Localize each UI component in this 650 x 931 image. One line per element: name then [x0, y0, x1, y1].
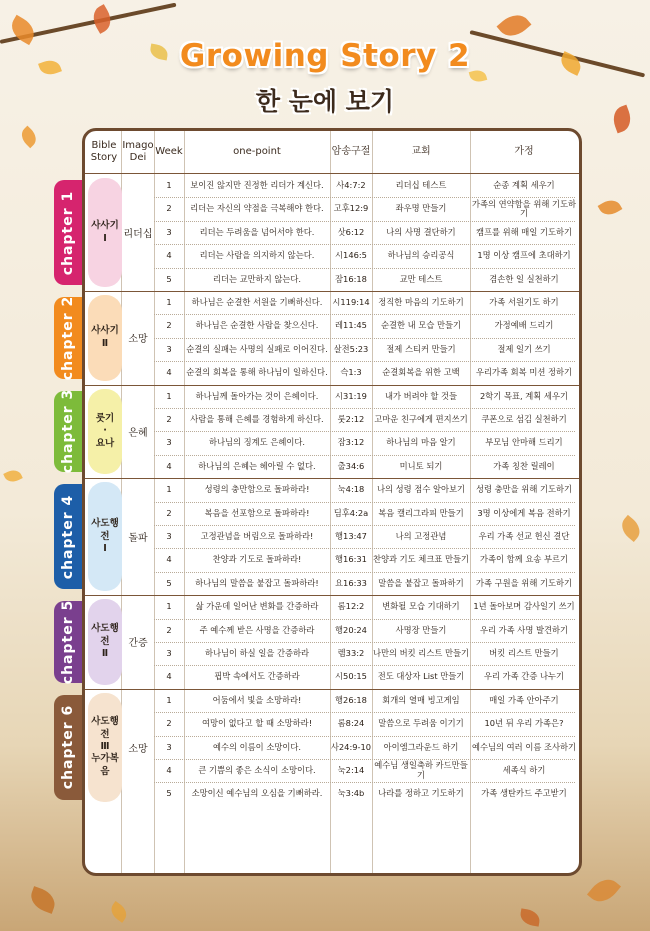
- table-row: [85, 478, 579, 501]
- week-cell: 4: [166, 367, 172, 378]
- memory-verse-cell: 요16:33: [335, 577, 367, 588]
- table-row: [85, 782, 579, 805]
- week-cell: 4: [166, 554, 172, 565]
- week-cell: 1: [166, 601, 172, 612]
- one-point-cell: 리더는 교만하지 않는다.: [212, 273, 302, 284]
- header-home: 가정: [514, 146, 534, 157]
- one-point-cell: 여망이 없다고 할 때 소망하라!: [201, 718, 313, 729]
- home-activity-cell: 우리 가족 선교 헌신 결단: [478, 530, 570, 541]
- bible-story-label: 사도행전 Ⅰ: [88, 482, 122, 591]
- week-cell: 1: [166, 694, 172, 705]
- memory-verse-cell: 사4:7:2: [336, 179, 366, 190]
- memory-verse-cell: 삿6:12: [337, 226, 365, 237]
- week-cell: 4: [166, 671, 172, 682]
- church-activity-cell: 하나님의 마음 알기: [386, 437, 456, 448]
- bible-story-label: 룻기 · 요나: [88, 389, 122, 475]
- table-row: [85, 174, 579, 197]
- week-cell: 1: [166, 390, 172, 401]
- home-activity-cell: 쿠폰으로 섬김 실천하기: [481, 413, 567, 424]
- chapter-tab-label: chapter 4: [60, 494, 77, 579]
- church-activity-cell: 사명장 만들기: [395, 624, 447, 635]
- church-activity-cell: 나의 고정관념: [395, 530, 447, 541]
- home-activity-cell: 성령 충만을 위해 기도하기: [475, 484, 573, 495]
- overview-table: [82, 128, 582, 876]
- week-cell: 4: [166, 460, 172, 471]
- one-point-cell: 하나님이 하실 일을 간증하라: [204, 647, 310, 658]
- one-point-cell: 하나님은 순결한 사람을 찾으신다.: [195, 320, 319, 331]
- home-activity-cell: 우리 가족 간증 나누기: [483, 671, 565, 682]
- one-point-cell: 리더는 사람을 의지하지 않는다.: [199, 250, 315, 261]
- one-point-cell: 어둠에서 빛을 소망하라!: [212, 694, 302, 705]
- table-row: [85, 759, 579, 782]
- home-activity-cell: 우리가족 회복 미션 정하기: [475, 367, 573, 378]
- one-point-cell: 성령의 충만함으로 돌파하라!: [204, 484, 310, 495]
- table-row: [85, 619, 579, 642]
- one-point-cell: 리더는 자신의 약점을 극복해야 한다.: [190, 203, 324, 214]
- week-cell: 4: [166, 250, 172, 261]
- week-cell: 5: [166, 577, 172, 588]
- home-activity-cell: 3명 이상에게 복음 전하기: [477, 507, 571, 518]
- memory-verse-cell: 슥1:3: [340, 367, 362, 378]
- one-point-cell: 리더는 두려움을 넘어서야 한다.: [199, 226, 315, 237]
- table-row: [85, 291, 579, 314]
- memory-verse-cell: 시146:5: [335, 250, 367, 261]
- bible-story-label: 사사기 Ⅰ: [88, 178, 122, 287]
- week-cell: 2: [166, 413, 172, 424]
- one-point-cell: 소망이신 예수님의 오심을 기뻐하라.: [191, 788, 323, 799]
- table-row: [85, 548, 579, 571]
- header-memory-verse: 암송구절: [331, 146, 371, 157]
- church-activity-cell: 교만 테스트: [399, 273, 443, 284]
- memory-verse-cell: 출34:6: [337, 460, 365, 471]
- church-activity-cell: 나라를 정하고 기도하기: [378, 788, 464, 799]
- church-activity-cell: 전도 대상자 List 만들기: [377, 671, 465, 682]
- memory-verse-cell: 잠16:18: [335, 273, 367, 284]
- imago-dei-label: 소망: [128, 743, 148, 755]
- memory-verse-cell: 렘33:2: [337, 647, 365, 658]
- autumn-leaf: [598, 196, 623, 219]
- week-cell: 1: [166, 179, 172, 190]
- one-point-cell: 하나님의 은혜는 헤아릴 수 없다.: [198, 460, 316, 471]
- week-cell: 2: [166, 320, 172, 331]
- one-point-cell: 하나님께 돌아가는 것이 은혜이다.: [195, 390, 319, 401]
- one-point-cell: 순결의 실패는 사명의 실패로 이어진다.: [186, 343, 328, 354]
- home-activity-cell: 1명 이상 캠프에 초대하기: [477, 250, 571, 261]
- home-activity-cell: 가족이 함께 요송 부르기: [479, 554, 569, 565]
- memory-verse-cell: 시50:15: [335, 671, 367, 682]
- home-activity-cell: 부모님 안마해 드리기: [485, 437, 563, 448]
- memory-verse-cell: 룻2:12: [337, 413, 365, 424]
- chapter-tab-label: chapter 6: [60, 705, 77, 790]
- one-point-cell: 고정관념을 버림으로 돌파하라!: [200, 530, 314, 541]
- home-activity-cell: 매일 가족 안아주기: [489, 694, 559, 705]
- week-cell: 2: [166, 507, 172, 518]
- week-cell: 2: [166, 718, 172, 729]
- church-activity-cell: 말씀을 붙잡고 돌파하기: [378, 577, 464, 588]
- home-activity-cell: 10년 뒤 우리 가족은?: [484, 718, 564, 729]
- home-activity-cell: 1년 돌아보며 감사일기 쓰기: [473, 601, 575, 612]
- home-activity-cell: 캠프를 위해 매일 기도하기: [475, 226, 573, 237]
- table-row: [85, 712, 579, 735]
- week-cell: 1: [166, 484, 172, 495]
- header-week: Week: [155, 146, 183, 157]
- week-cell: 2: [166, 624, 172, 635]
- home-activity-cell: 가족 구원을 위해 기도하기: [475, 577, 573, 588]
- memory-verse-cell: 레11:45: [335, 320, 367, 331]
- autumn-leaf: [18, 126, 40, 148]
- church-activity-cell: 좌우명 만들기: [395, 203, 447, 214]
- table-row: [85, 431, 579, 454]
- memory-verse-cell: 눅4:18: [337, 484, 365, 495]
- memory-verse-cell: 행20:24: [335, 624, 367, 635]
- imago-dei-label: 은혜: [128, 427, 148, 439]
- imago-dei-label: 돌파: [128, 533, 148, 545]
- home-activity-cell: 가족 생탄카드 주고받기: [481, 788, 567, 799]
- table-row: [85, 314, 579, 337]
- table-row: [85, 244, 579, 267]
- chapter-tab-label: chapter 5: [60, 599, 77, 685]
- week-cell: 3: [166, 343, 172, 354]
- church-activity-cell: 아이엠그라운드 하기: [383, 741, 459, 752]
- church-activity-cell: 하나님의 승리공식: [387, 250, 455, 261]
- imago-dei-label: 간증: [128, 638, 148, 650]
- one-point-cell: 하나님의 말씀을 붙잡고 돌파하라!: [195, 577, 319, 588]
- one-point-cell: 큰 기쁨의 좋은 소식이 소망이다.: [198, 764, 316, 775]
- chapter-tab: [54, 484, 82, 589]
- church-activity-cell: 나만의 버킷 리스트 만들기: [372, 647, 470, 658]
- week-cell: 3: [166, 530, 172, 541]
- memory-verse-cell: 딤후4:2a: [333, 507, 369, 518]
- one-point-cell: 순결의 회복을 통해 하나님이 일하신다.: [186, 367, 328, 378]
- week-cell: 3: [166, 437, 172, 448]
- bible-story-label: 사도행전 Ⅲ 누가복음: [88, 693, 122, 802]
- one-point-cell: 핍박 속에서도 간증하라: [214, 671, 300, 682]
- table-row: [85, 736, 579, 759]
- table-row: [85, 642, 579, 665]
- chapter-tab: [54, 391, 82, 473]
- table-row: [85, 502, 579, 525]
- home-activity-cell: 절제 일기 쓰기: [497, 343, 551, 354]
- church-activity-cell: 예수님 생일축하 카드만들기: [374, 760, 468, 780]
- autumn-leaf: [3, 467, 23, 485]
- chapter-tab: [54, 695, 82, 800]
- memory-verse-cell: 롬8:24: [337, 718, 365, 729]
- table-row: [85, 595, 579, 618]
- church-activity-cell: 정직한 마음의 기도하기: [378, 296, 464, 307]
- one-point-cell: 하나님은 순결한 서원을 기뻐하신다.: [191, 296, 323, 307]
- chapter-tab: [54, 601, 82, 683]
- page-title: Growing Story 2: [179, 38, 471, 74]
- chapter-tab-label: chapter 1: [60, 190, 77, 275]
- table-row: [85, 221, 579, 244]
- table-row: [85, 197, 579, 220]
- one-point-cell: 복음을 선포함으로 돌파하라!: [204, 507, 310, 518]
- page-subtitle: 한 눈에 보기: [255, 87, 395, 116]
- table-row: [85, 338, 579, 361]
- church-activity-cell: 나의 사명 결단하기: [386, 226, 456, 237]
- church-activity-cell: 내가 버려야 할 것들: [384, 390, 458, 401]
- table-row: [85, 268, 579, 291]
- chapter-tab-label: chapter 3: [60, 389, 77, 474]
- memory-verse-cell: 사24:9-10: [330, 741, 372, 752]
- memory-verse-cell: 행26:18: [335, 694, 367, 705]
- bible-story-label: 사도행전 Ⅱ: [88, 599, 122, 685]
- autumn-leaf: [587, 873, 621, 908]
- church-activity-cell: 복음 캘리그라피 만들기: [378, 507, 464, 518]
- one-point-cell: 삶 가운데 일어난 변화를 간증하라: [195, 601, 319, 612]
- table-row: [85, 665, 579, 688]
- memory-verse-cell: 시31:19: [335, 390, 367, 401]
- week-cell: 1: [166, 296, 172, 307]
- memory-verse-cell: 롬12:2: [337, 601, 365, 612]
- church-activity-cell: 고마운 친구에게 편지쓰기: [374, 413, 468, 424]
- memory-verse-cell: 행13:47: [335, 530, 367, 541]
- home-activity-cell: 세족식 하기: [502, 764, 546, 775]
- home-activity-cell: 가정예배 드리기: [494, 320, 554, 331]
- home-activity-cell: 가족 서원기도 하기: [489, 296, 559, 307]
- week-cell: 3: [166, 741, 172, 752]
- autumn-leaf: [617, 515, 644, 542]
- home-activity-cell: 겸손한 일 실천하기: [489, 273, 559, 284]
- chapter-tab: [54, 297, 82, 379]
- one-point-cell: 예수의 이름이 소망이다.: [212, 741, 302, 752]
- memory-verse-cell: 눅3:4b: [337, 788, 365, 799]
- church-activity-cell: 리더십 테스트: [395, 179, 447, 190]
- one-point-cell: 하나님의 징계도 은혜이다.: [208, 437, 306, 448]
- church-activity-cell: 말씀으로 두려움 이기기: [378, 718, 464, 729]
- imago-dei-label: 리더십: [123, 229, 153, 240]
- church-activity-cell: 순결한 내 모습 만들기: [380, 320, 462, 331]
- table-row: [85, 455, 579, 478]
- week-cell: 2: [166, 203, 172, 214]
- table-row: [85, 689, 579, 712]
- table-row: [85, 572, 579, 595]
- table-row: [85, 525, 579, 548]
- autumn-leaf: [108, 901, 130, 922]
- autumn-leaf: [519, 908, 541, 926]
- header-one-point: one-point: [233, 146, 281, 157]
- one-point-cell: 찬양과 기도로 돌파하라!: [212, 554, 302, 565]
- home-activity-cell: 가족의 연약함을 위해 기도하기: [471, 198, 577, 219]
- header-bible-story: Bible Story: [90, 140, 118, 163]
- header-church: 교회: [411, 146, 431, 157]
- header-imago-dei: Imago Dei: [122, 140, 154, 163]
- church-activity-cell: 나의 성령 점수 알아보기: [376, 484, 466, 495]
- church-activity-cell: 변화될 모습 기대하기: [382, 601, 460, 612]
- memory-verse-cell: 행16:31: [335, 554, 367, 565]
- week-cell: 4: [166, 764, 172, 775]
- memory-verse-cell: 눅2:14: [337, 764, 365, 775]
- memory-verse-cell: 고후12:9: [333, 203, 369, 214]
- bible-story-label: 사사기 Ⅱ: [88, 295, 122, 381]
- memory-verse-cell: 시119:14: [332, 296, 370, 307]
- week-cell: 3: [166, 226, 172, 237]
- chapter-tab-label: chapter 2: [60, 295, 77, 381]
- home-activity-cell: 2학기 목표, 계획 세우기: [480, 390, 568, 401]
- church-activity-cell: 회개의 열매 빙고게임: [382, 694, 460, 705]
- memory-verse-cell: 살전5:23: [333, 343, 369, 354]
- church-activity-cell: 찬양과 기도 체크표 만들기: [372, 554, 470, 565]
- autumn-leaf: [27, 886, 58, 913]
- church-activity-cell: 미니토 되기: [399, 460, 443, 471]
- memory-verse-cell: 잠3:12: [337, 437, 365, 448]
- week-cell: 5: [166, 273, 172, 284]
- one-point-cell: 사람을 통해 은혜를 경험하게 하신다.: [190, 413, 324, 424]
- table-row: [85, 361, 579, 384]
- home-activity-cell: 우리 가족 사명 발견하기: [479, 624, 569, 635]
- one-point-cell: 주 예수께 받은 사명을 간증하라: [199, 624, 315, 635]
- one-point-cell: 보이진 않지만 진정한 리더가 계신다.: [190, 179, 324, 190]
- church-activity-cell: 순결회복을 위한 고백: [382, 367, 460, 378]
- home-activity-cell: 예수님의 여러 이름 조사하기: [471, 741, 577, 752]
- table-row: [85, 408, 579, 431]
- home-activity-cell: 가족 칭찬 릴레이: [493, 460, 555, 471]
- imago-dei-label: 소망: [128, 334, 148, 346]
- week-cell: 3: [166, 647, 172, 658]
- church-activity-cell: 절제 스티커 만들기: [386, 343, 456, 354]
- home-activity-cell: 버킷 리스트 만들기: [489, 647, 559, 658]
- week-cell: 5: [166, 788, 172, 799]
- table-row: [85, 385, 579, 408]
- chapter-tab: [54, 180, 82, 285]
- home-activity-cell: 순종 계획 세우기: [493, 179, 555, 190]
